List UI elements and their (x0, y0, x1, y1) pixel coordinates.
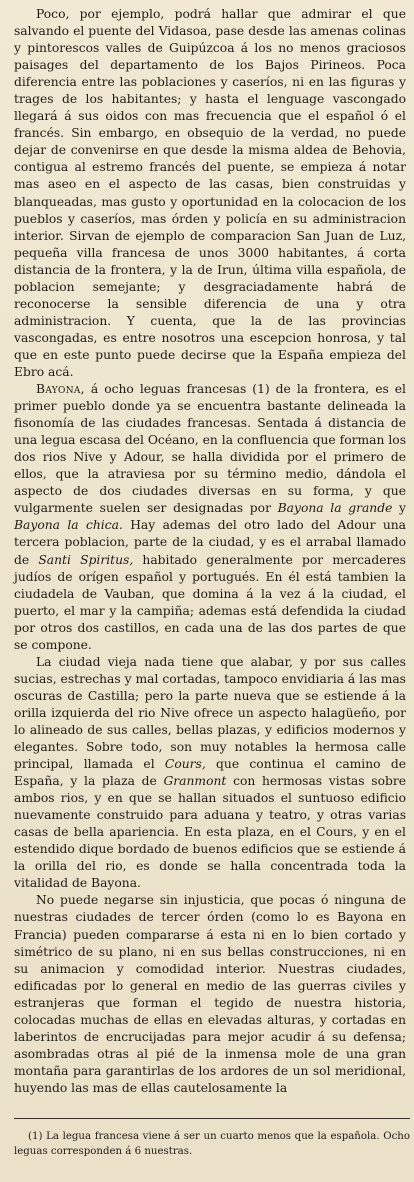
paragraph-2-italic-2: Bayona la chica. (14, 518, 123, 533)
paragraph-1-text: Poco, por ejemplo, podrá hallar que admirar el que salvando el puente del Vidasoa, pase desde las amenas colinas y pintorescos valles de Guipúzcoa á los no menos graciosos paisages del departamento de los Bajos Pirineos. Poca diferencia entre las poblaciones y caseríos, ni en las figuras y trages de los habitantes; y hasta el lenguage vascongado llegará á sus oidos con mas frecuencia que el español ó el francés. Sin embargo, en obsequio de la verdad, no puede dejar de convenirse en que desde la misma aldea de Behovia, contigua al estremo francés del puente, se empieza á notar mas aseo en el aspecto de las casas, bien construidas y blanqueadas, mas gusto y oportunidad en la colocacion de los pueblos y caseríos, mas órden y policía en su administracion interior. Sirvan de ejemplo de comparacion San Juan de Luz, pequeña villa francesa de unos 3000 habitantes, á corta distancia de la frontera, y la de Irun, última villa española, de poblacion semejante; y desgraciadamente habrá de reconocerse la sensible diferencia de una y otra administracion. Y cuenta, que la de las provincias vascongadas, es entre nosotros una escepcion honrosa, y tal que en este punto puede decirse que la España empieza del Ebro acá. (14, 7, 406, 379)
paragraph-4 (14, 892, 406, 1097)
paragraph-2-italic-1: Bayona la grande (277, 501, 393, 516)
paragraph-3 (14, 654, 406, 893)
paragraph-3-pre: La ciudad vieja nada tiene que alabar, y por sus calles sucias, estrechas y mal cortadas, tampoco envidiaria á las mas oscuras de Castilla; pero la parte nueva que se estiende á la orilla izquierda del rio Nive ofrece un aspecto halagüeño, por lo alineado de sus calles, bellas plazas, y edificios modernos y elegantes. Sobre todo, son muy notables la hermosa calle principal, llamada el (14, 654, 406, 772)
footnote-text: (1) La legua francesa viene á ser un cuarto menos que la española. Ocho leguas corresponden á 6 nuestras. (14, 1131, 410, 1157)
paragraph-2-text: á ocho leguas francesas (1) de la frontera, es el primer pueblo donde ya se encuentra bastante delineada la fisonomía de las ciudades francesas. Sentada á distancia de una legua escasa del Océano, en la confluencia que forman los dos rios Nive y Adour, se halla dividida por el primero de ellos, que la atraviesa por su término medio, dándola el aspecto de dos ciudades diversas en su forma, y que vulgarmente suelen ser designadas por (14, 382, 406, 516)
paragraph-3-italic-2: Granmont (163, 774, 227, 789)
paragraph-2-mid-1: y (392, 501, 406, 516)
paragraph-2-tail: habitado generalmente por mercaderes judíos de orígen español y portugués. En él está tambien la ciudadela de Vauban, que domina á la vez á la ciudad, el puerto, el mar y la campiña; ademas está defendida la ciudad por otros dos castillos, en cada una de las dos partes de que se compone. (14, 552, 406, 652)
paragraph-3-italic-1: Cours, (164, 757, 206, 772)
main-text (14, 6, 406, 1097)
paragraph-2-italic-3: Santi Spiritus, (38, 552, 134, 567)
paragraph-4-text: No puede negarse sin injusticia, que pocas ó ninguna de nuestras ciudades de tercer órden (como lo es Bayona en Francia) pueden compararse á esta ni en lo bien cortado y simétrico de su plano, ni en sus bellas construcciones, ni en su animacion y comodidad interior. Nuestras ciudades, edificadas por lo general en medio de las guerras civiles y estranjeras que forman el tegido de nuestra historia, colocadas muchas de ellas en elevadas alturas, y cortadas en laberintos de encrucijadas para mejor acudir á su defensa; asombradas otras al pié de la inmensa mole de una gran montaña para garantirlas de los ardores de un sol meridional, huyendo las mas de ellas cautelosamente la (14, 893, 406, 1095)
footnote (14, 1129, 410, 1159)
paragraph-2-lead: Bayona, (36, 382, 85, 397)
paragraph-3-tail: con hermosas vistas sobre ambos rios, y en que se hallan situados el suntuoso edificio nuevamente construido para aduana y teatro, y otras varias casas de bella apariencia. En esta plaza, en el Cours, y en el estendido dique bordado de buenos edificios que se estiende á la orilla del rio, es donde se halla concentrada toda la vitalidad de Bayona. (14, 774, 407, 891)
paragraph-2 (14, 381, 406, 654)
footnote-divider (14, 1118, 410, 1119)
paragraph-1 (14, 6, 406, 381)
paragraph-3-mid-1: que continua el camino de España, y la plaza de (14, 757, 406, 789)
paragraph-2-mid-2: Hay ademas del otro lado del Adour una tercera poblacion, parte de la ciudad, y es el arrabal llamado de (14, 518, 407, 567)
